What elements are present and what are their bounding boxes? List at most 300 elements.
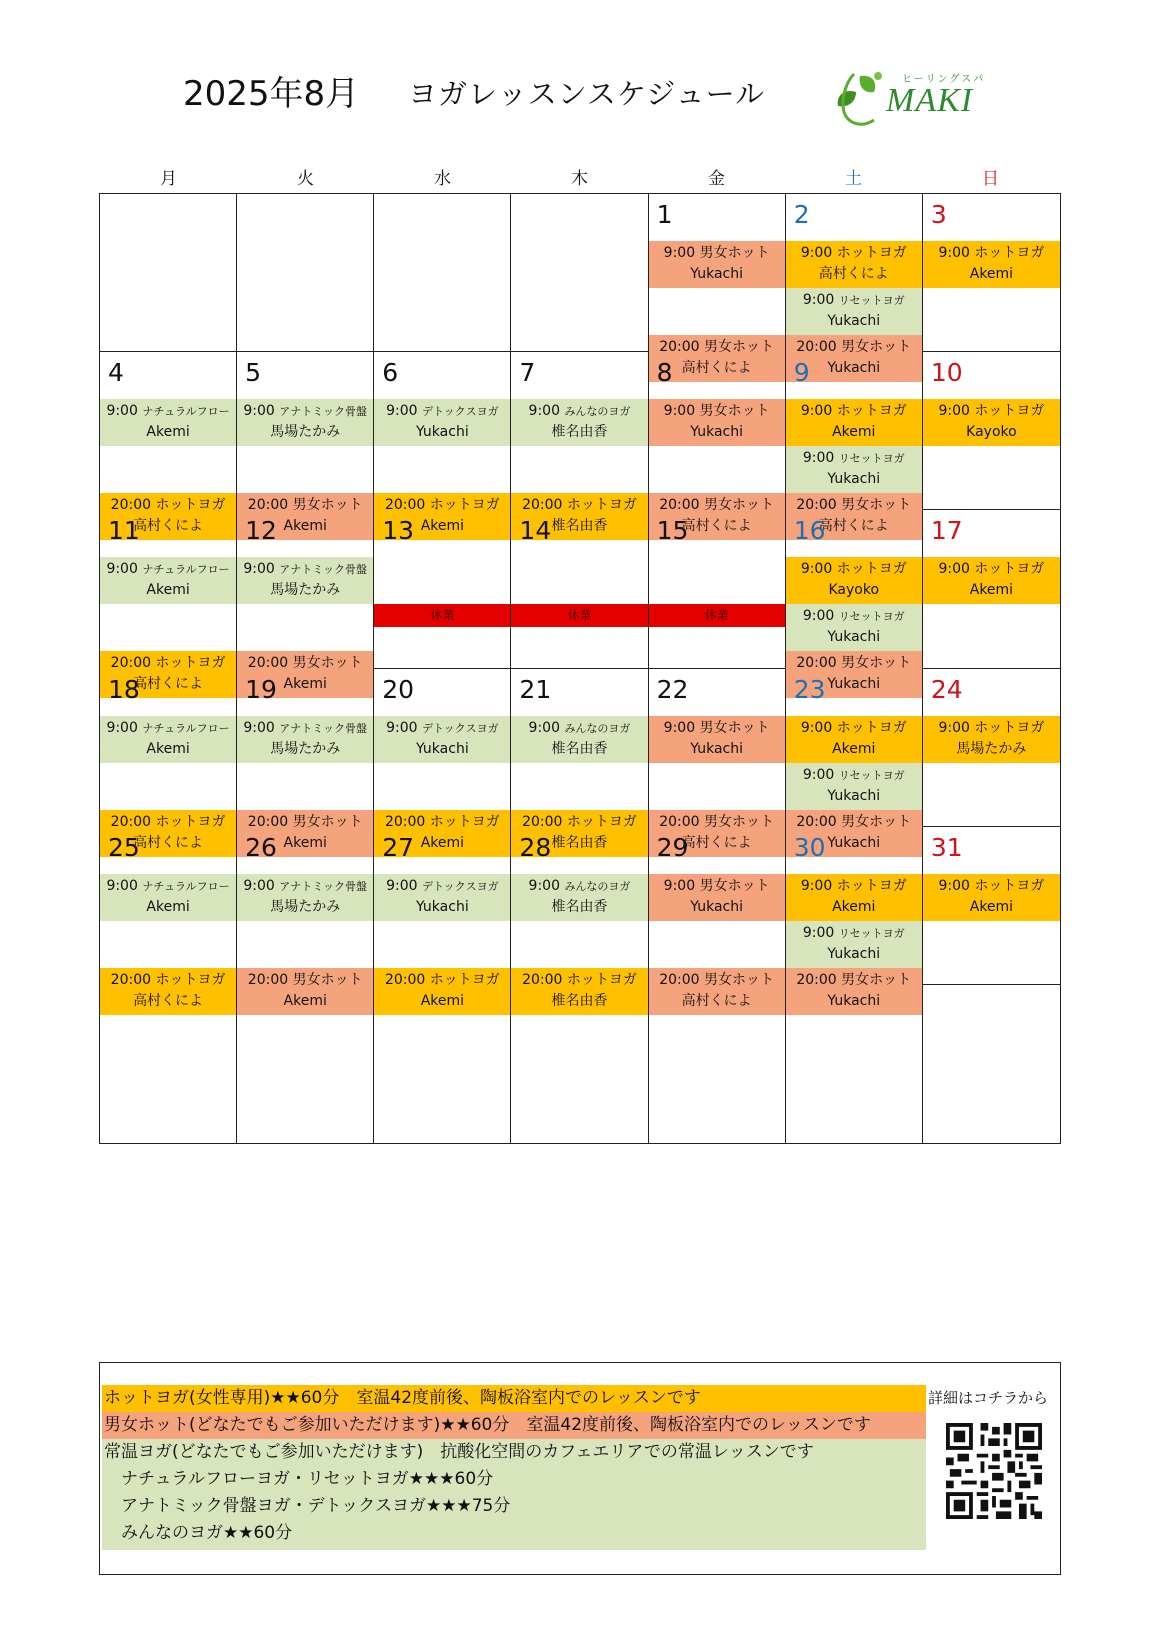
- day-cell: [923, 194, 1060, 352]
- day-number: 20: [382, 674, 415, 704]
- lesson-name: ホットヨガ: [974, 403, 1045, 420]
- day-cell: [923, 669, 1060, 827]
- day-number: 4: [108, 358, 124, 388]
- lesson-name: 男女ホット: [841, 339, 912, 355]
- lesson-slot[interactable]: [649, 874, 785, 921]
- lesson-teacher: 馬場たかみ: [270, 582, 341, 599]
- day-cell: [237, 827, 374, 1009]
- lesson-teacher: 馬場たかみ: [270, 740, 341, 757]
- day-number: 19: [245, 674, 277, 704]
- lesson-name: 男女ホット: [292, 655, 363, 672]
- lesson-time: 9:00: [106, 403, 138, 420]
- lesson-teacher: 高村くによ: [133, 992, 204, 1009]
- day-cell: [923, 352, 1060, 510]
- lesson-time: 9:00: [938, 719, 970, 736]
- legend-normal-detail: みんなのヨガ★★60分: [102, 1520, 926, 1550]
- lesson-time: 9:00: [800, 719, 833, 736]
- lesson-time: 20:00: [659, 971, 700, 988]
- empty-cell: [237, 985, 374, 1143]
- lesson-title: [237, 876, 373, 897]
- day-number: 25: [108, 832, 140, 862]
- day-number: 9: [793, 358, 810, 388]
- lesson-name: 男女ホット: [292, 497, 363, 514]
- empty-cell: [511, 985, 648, 1143]
- empty-cell: [923, 985, 1060, 1143]
- lesson-name: みんなのヨガ: [564, 879, 631, 893]
- lesson-slot[interactable]: [923, 716, 1060, 763]
- lesson-slot[interactable]: [786, 716, 922, 763]
- day-number: 7: [519, 358, 536, 388]
- lesson-name: 男女ホット: [841, 655, 912, 672]
- lesson-time: 9:00: [800, 245, 833, 261]
- day-number: 22: [656, 674, 689, 704]
- day-number: 5: [245, 358, 262, 388]
- lesson-name: ホットヨガ: [155, 655, 226, 672]
- day-cell: [649, 510, 786, 668]
- day-cell: [923, 510, 1060, 668]
- lesson-teacher: Akemi: [969, 266, 1014, 282]
- lesson-name: ホットヨガ: [974, 561, 1045, 578]
- day-number: 15: [656, 516, 689, 546]
- day-number: 3: [930, 200, 947, 229]
- empty-cell: [374, 194, 511, 352]
- lesson-name: デトックスヨガ: [422, 879, 499, 893]
- empty-cell: [100, 194, 237, 352]
- lesson-name: リセットヨガ: [838, 452, 905, 466]
- lesson-time: 20:00: [110, 497, 152, 514]
- lesson-slot[interactable]: [649, 716, 785, 763]
- day-number: 10: [930, 358, 963, 388]
- day-cell: [786, 194, 923, 376]
- lesson-time: 9:00: [802, 766, 835, 783]
- day-number: 13: [382, 516, 415, 546]
- lesson-teacher: 高村くによ: [133, 676, 204, 693]
- lesson-time: 9:00: [800, 877, 833, 894]
- day-number: 31: [930, 832, 963, 862]
- lesson-time: 9:00: [106, 561, 138, 578]
- lesson-slot[interactable]: [649, 399, 785, 446]
- lesson-name: 男女ホット: [704, 813, 775, 830]
- lesson-name: リセットヨガ: [838, 610, 905, 624]
- lesson-slot[interactable]: [100, 874, 236, 921]
- weekday-fri: 金: [708, 169, 725, 189]
- lesson-teacher: 馬場たかみ: [270, 424, 341, 441]
- lesson-title: [374, 718, 510, 739]
- day-number: 2: [793, 200, 810, 229]
- day-cell: [374, 827, 511, 1009]
- lesson-name: ホットヨガ: [155, 497, 226, 514]
- lesson-title: [100, 876, 236, 897]
- lesson-name: ナチュラルフロー: [142, 879, 230, 893]
- day-number: 30: [793, 832, 826, 862]
- lesson-time: 20:00: [522, 813, 563, 830]
- lesson-name: 男女ホット: [699, 403, 770, 420]
- lesson-name: 男女ホット: [699, 719, 770, 736]
- lesson-slot[interactable]: [923, 399, 1060, 446]
- day-number: 12: [245, 516, 277, 546]
- lesson-title: [786, 290, 922, 311]
- lesson-teacher: Yukachi: [827, 787, 881, 804]
- lesson-teacher: Yukachi: [827, 313, 881, 329]
- lesson-title: [786, 401, 922, 422]
- lesson-slot[interactable]: [649, 241, 785, 288]
- lesson-title: [237, 718, 373, 739]
- lesson-teacher: Yukachi: [827, 360, 881, 376]
- lesson-time: 9:00: [663, 719, 696, 736]
- day-number: 28: [519, 832, 552, 862]
- lesson-time: 9:00: [802, 608, 835, 625]
- lesson-teacher: Akemi: [832, 898, 876, 915]
- lesson-slot[interactable]: [374, 716, 510, 763]
- lesson-title: [511, 876, 647, 897]
- day-cell: [649, 194, 786, 376]
- day-number: 6: [382, 358, 399, 388]
- closed-badge: 休業: [374, 604, 510, 627]
- lesson-teacher: Akemi: [146, 740, 190, 757]
- lesson-teacher: Yukachi: [827, 629, 881, 646]
- lesson-time: 9:00: [663, 245, 696, 261]
- lesson-teacher: Yukachi: [827, 992, 881, 1009]
- lesson-slot[interactable]: [923, 557, 1060, 604]
- lesson-name: ナチュラルフロー: [142, 721, 230, 735]
- leaf-icon: [826, 66, 890, 132]
- lesson-slot[interactable]: [100, 557, 236, 604]
- day-number: 8: [656, 358, 673, 388]
- lesson-slot[interactable]: [786, 921, 922, 968]
- lesson-teacher: 高村くによ: [681, 992, 752, 1009]
- lesson-time: 20:00: [110, 655, 152, 672]
- lesson-slot[interactable]: [237, 716, 373, 763]
- lesson-teacher: 椎名由香: [551, 518, 608, 535]
- lesson-teacher: Yukachi: [827, 471, 881, 488]
- lesson-name: アナトミック骨盤: [279, 563, 368, 577]
- weekday-sat: 土: [845, 169, 862, 189]
- day-cell: [374, 510, 511, 668]
- lesson-name: アナトミック骨盤: [279, 721, 368, 735]
- lesson-teacher: Yukachi: [690, 740, 743, 757]
- weekday-mon: 月: [160, 169, 177, 189]
- lesson-time: 20:00: [247, 497, 289, 514]
- lesson-teacher: Yukachi: [415, 424, 469, 441]
- day-number: 1: [656, 200, 673, 229]
- lesson-name: 男女ホット: [699, 245, 770, 261]
- lesson-title: [786, 448, 922, 469]
- lesson-teacher: Akemi: [832, 424, 876, 441]
- lesson-name: アナトミック骨盤: [279, 405, 368, 419]
- lesson-time: 9:00: [243, 877, 275, 894]
- lesson-slot[interactable]: [237, 557, 373, 604]
- weekday-header: [100, 164, 1060, 189]
- lesson-time: 9:00: [663, 877, 696, 894]
- lesson-name: ホットヨガ: [974, 245, 1045, 261]
- lesson-slot[interactable]: [786, 604, 922, 651]
- lesson-time: 9:00: [386, 403, 418, 420]
- closed-badge: 休業: [511, 604, 647, 627]
- lesson-teacher: 高村くによ: [681, 360, 752, 376]
- day-cell: [923, 827, 1060, 985]
- lesson-slot[interactable]: [100, 716, 236, 763]
- lesson-slot[interactable]: [374, 399, 510, 446]
- lesson-time: 20:00: [796, 813, 837, 830]
- lesson-time: 20:00: [796, 339, 837, 355]
- lesson-teacher: Yukachi: [415, 898, 469, 915]
- lesson-name: リセットヨガ: [838, 768, 905, 782]
- lesson-time: 9:00: [802, 292, 835, 308]
- lesson-teacher: 高村くによ: [818, 518, 889, 535]
- lesson-slot[interactable]: [786, 874, 922, 921]
- lesson-slot[interactable]: [923, 241, 1060, 288]
- lesson-time: 9:00: [938, 245, 970, 261]
- lesson-teacher: Yukachi: [827, 676, 881, 693]
- lesson-time: 9:00: [243, 719, 275, 736]
- lesson-name: ホットヨガ: [836, 719, 907, 736]
- lesson-name: みんなのヨガ: [564, 721, 631, 735]
- lesson-name: 男女ホット: [699, 877, 770, 894]
- lesson-time: 9:00: [938, 403, 970, 420]
- lesson-time: 9:00: [800, 403, 833, 420]
- lesson-title: [100, 401, 236, 422]
- day-number: 14: [519, 516, 552, 546]
- lesson-time: 20:00: [384, 813, 426, 830]
- lesson-teacher: Akemi: [832, 740, 876, 757]
- day-number: 24: [930, 674, 963, 704]
- lesson-title: [786, 718, 922, 739]
- lesson-time: 20:00: [384, 497, 426, 514]
- lesson-teacher: Akemi: [420, 834, 465, 851]
- lesson-name: アナトミック骨盤: [279, 879, 368, 893]
- lesson-time: 20:00: [522, 971, 563, 988]
- lesson-time: 9:00: [106, 719, 138, 736]
- lesson-teacher: 椎名由香: [551, 424, 608, 441]
- logo-text: MAKI: [886, 82, 974, 119]
- lesson-teacher: Akemi: [420, 518, 465, 535]
- lesson-name: ナチュラルフロー: [142, 563, 230, 577]
- closed-badge: 休業: [649, 604, 785, 627]
- lesson-name: ホットヨガ: [974, 719, 1045, 736]
- lesson-teacher: 椎名由香: [551, 992, 608, 1009]
- lesson-title: [923, 876, 1060, 897]
- lesson-name: 男女ホット: [292, 813, 363, 830]
- lesson-title: [100, 559, 236, 580]
- lesson-slot[interactable]: [374, 874, 510, 921]
- weekday-tue: 火: [297, 169, 314, 189]
- lesson-teacher: Yukachi: [827, 834, 881, 851]
- lesson-teacher: 高村くによ: [133, 834, 204, 851]
- lesson-slot[interactable]: [786, 241, 922, 288]
- lesson-teacher: Akemi: [283, 992, 327, 1009]
- lesson-title: [237, 401, 373, 422]
- lesson-slot[interactable]: [511, 716, 647, 763]
- lesson-title: [923, 718, 1060, 739]
- lesson-name: みんなのヨガ: [564, 405, 631, 419]
- legend-hot: ホットヨガ(女性専用)★★60分 室温42度前後、陶板浴室内でのレッスンです: [102, 1385, 926, 1412]
- lesson-name: ホットヨガ: [429, 971, 500, 988]
- lesson-name: ナチュラルフロー: [142, 405, 230, 419]
- lesson-teacher: 馬場たかみ: [270, 898, 341, 915]
- lesson-time: 9:00: [938, 877, 970, 894]
- empty-cell: [237, 194, 374, 352]
- logo-subtitle: ヒーリングスパ: [902, 74, 986, 85]
- lesson-title: [649, 718, 785, 739]
- lesson-name: 男女ホット: [704, 339, 775, 355]
- day-number: 27: [382, 832, 415, 862]
- lesson-time: 9:00: [802, 924, 835, 941]
- lesson-teacher: Akemi: [420, 992, 465, 1009]
- lesson-title: [511, 718, 647, 739]
- lesson-time: 20:00: [110, 971, 152, 988]
- lesson-name: 男女ホット: [841, 497, 912, 514]
- lesson-time: 20:00: [659, 339, 700, 355]
- lesson-teacher: 椎名由香: [551, 740, 608, 757]
- lesson-time: 20:00: [384, 971, 426, 988]
- lesson-time: 9:00: [243, 561, 275, 578]
- lesson-name: デトックスヨガ: [422, 405, 499, 419]
- calendar-grid: [99, 193, 1061, 1144]
- lesson-title: [374, 876, 510, 897]
- lesson-time: 20:00: [247, 655, 289, 672]
- lesson-time: 20:00: [659, 497, 700, 514]
- lesson-name: リセットヨガ: [838, 294, 905, 307]
- lesson-teacher: Yukachi: [690, 424, 743, 441]
- day-number: 21: [519, 674, 552, 704]
- lesson-slot[interactable]: [237, 874, 373, 921]
- day-cell: [511, 510, 648, 668]
- lesson-name: ホットヨガ: [429, 497, 500, 514]
- lesson-slot[interactable]: [786, 446, 922, 493]
- lesson-time: 20:00: [247, 813, 289, 830]
- lesson-title: [786, 559, 922, 580]
- day-number: 17: [930, 516, 963, 546]
- day-number: 16: [793, 516, 826, 546]
- lesson-title: [923, 243, 1060, 264]
- empty-cell: [511, 194, 648, 352]
- lesson-time: 9:00: [106, 877, 138, 894]
- lesson-name: 男女ホット: [841, 971, 912, 988]
- lesson-slot[interactable]: [511, 399, 647, 446]
- lesson-slot[interactable]: [786, 399, 922, 446]
- lesson-title: [923, 559, 1060, 580]
- lesson-teacher: Akemi: [969, 898, 1014, 915]
- lesson-name: ホットヨガ: [155, 971, 226, 988]
- lesson-name: ホットヨガ: [836, 245, 907, 261]
- legend-normal: 常温ヨガ(どなたでもご参加いただけます) 抗酸化空間のカフェエリアでの常温レッスンです: [102, 1439, 926, 1466]
- lesson-teacher: 高村くによ: [681, 518, 752, 535]
- lesson-title: [237, 559, 373, 580]
- lesson-slot[interactable]: [786, 557, 922, 604]
- lesson-name: ホットヨガ: [566, 813, 637, 830]
- lesson-name: リセットヨガ: [838, 926, 905, 940]
- lesson-slot[interactable]: [237, 399, 373, 446]
- lesson-title: [786, 606, 922, 627]
- lesson-teacher: Yukachi: [690, 898, 743, 915]
- day-cell: [649, 669, 786, 851]
- lesson-time: 9:00: [386, 877, 418, 894]
- lesson-title: [649, 401, 785, 422]
- day-number: 29: [656, 832, 689, 862]
- day-cell: [786, 827, 923, 1009]
- empty-cell: [100, 985, 237, 1143]
- lesson-name: ホットヨガ: [566, 497, 637, 514]
- lesson-title: [374, 401, 510, 422]
- lesson-teacher: 椎名由香: [551, 898, 608, 915]
- day-number: 23: [793, 674, 826, 704]
- lesson-title: [649, 876, 785, 897]
- lesson-teacher: Yukachi: [690, 266, 743, 282]
- lesson-time: 9:00: [528, 719, 560, 736]
- lesson-title: [786, 243, 922, 264]
- lesson-teacher: Kayoko: [966, 424, 1017, 441]
- day-number: 26: [245, 832, 277, 862]
- lesson-slot[interactable]: [786, 288, 922, 335]
- day-cell: [649, 827, 786, 1009]
- lesson-time: 20:00: [522, 497, 563, 514]
- lesson-slot[interactable]: [100, 399, 236, 446]
- legend-normal-detail: ナチュラルフローヨガ・リセットヨガ★★★60分: [102, 1466, 926, 1493]
- empty-cell: [374, 985, 511, 1143]
- lesson-teacher: 椎名由香: [551, 834, 608, 851]
- lesson-title: [923, 401, 1060, 422]
- lesson-time: 9:00: [528, 403, 560, 420]
- day-cell: [511, 827, 648, 1009]
- lesson-time: 20:00: [796, 497, 837, 514]
- lesson-teacher: Akemi: [146, 582, 190, 599]
- lesson-teacher: Yukachi: [415, 740, 469, 757]
- lesson-time: 9:00: [802, 450, 835, 467]
- lesson-time: 9:00: [243, 403, 275, 420]
- lesson-teacher: 高村くによ: [681, 834, 752, 851]
- weekday-sun: 日: [982, 169, 999, 189]
- lesson-slot[interactable]: [923, 874, 1060, 921]
- lesson-teacher: 高村くによ: [133, 518, 204, 535]
- lesson-name: 男女ホット: [704, 497, 775, 514]
- lesson-name: 男女ホット: [704, 971, 775, 988]
- empty-cell: [649, 985, 786, 1143]
- lesson-title: [786, 765, 922, 786]
- page-month: 2025年8月: [183, 74, 360, 114]
- lesson-teacher: Akemi: [283, 834, 327, 851]
- lesson-name: ホットヨガ: [974, 877, 1045, 894]
- lesson-teacher: Akemi: [146, 424, 190, 441]
- lesson-teacher: Yukachi: [827, 945, 881, 962]
- qr-code-icon[interactable]: [946, 1423, 1042, 1519]
- lesson-slot[interactable]: [786, 763, 922, 810]
- lesson-name: ホットヨガ: [836, 877, 907, 894]
- lesson-time: 20:00: [796, 655, 837, 672]
- lesson-teacher: Akemi: [969, 582, 1014, 599]
- lesson-slot[interactable]: [511, 874, 647, 921]
- legend-normal-detail: アナトミック骨盤ヨガ・デトックスヨガ★★★75分: [102, 1493, 926, 1520]
- lesson-time: 9:00: [800, 561, 833, 578]
- lesson-teacher: Kayoko: [828, 582, 880, 599]
- lesson-teacher: Akemi: [283, 676, 327, 693]
- lesson-title: [649, 243, 785, 264]
- lesson-title: [786, 876, 922, 897]
- legend-mixed: 男女ホット(どなたでもご参加いただけます)★★60分 室温42度前後、陶板浴室内でのレッスンです: [102, 1412, 926, 1439]
- day-number: 11: [108, 516, 140, 546]
- page-title: ヨガレッスンスケジュール: [408, 77, 766, 111]
- empty-cell: [786, 985, 923, 1143]
- lesson-title: [100, 718, 236, 739]
- lesson-teacher: 馬場たかみ: [956, 740, 1027, 757]
- lesson-time: 20:00: [796, 971, 837, 988]
- lesson-name: ホットヨガ: [836, 561, 907, 578]
- lesson-time: 9:00: [663, 403, 696, 420]
- day-cell: [100, 827, 237, 1009]
- lesson-name: ホットヨガ: [155, 813, 226, 830]
- lesson-time: 9:00: [386, 719, 418, 736]
- lesson-teacher: 高村くによ: [818, 266, 889, 282]
- lesson-name: ホットヨガ: [836, 403, 907, 420]
